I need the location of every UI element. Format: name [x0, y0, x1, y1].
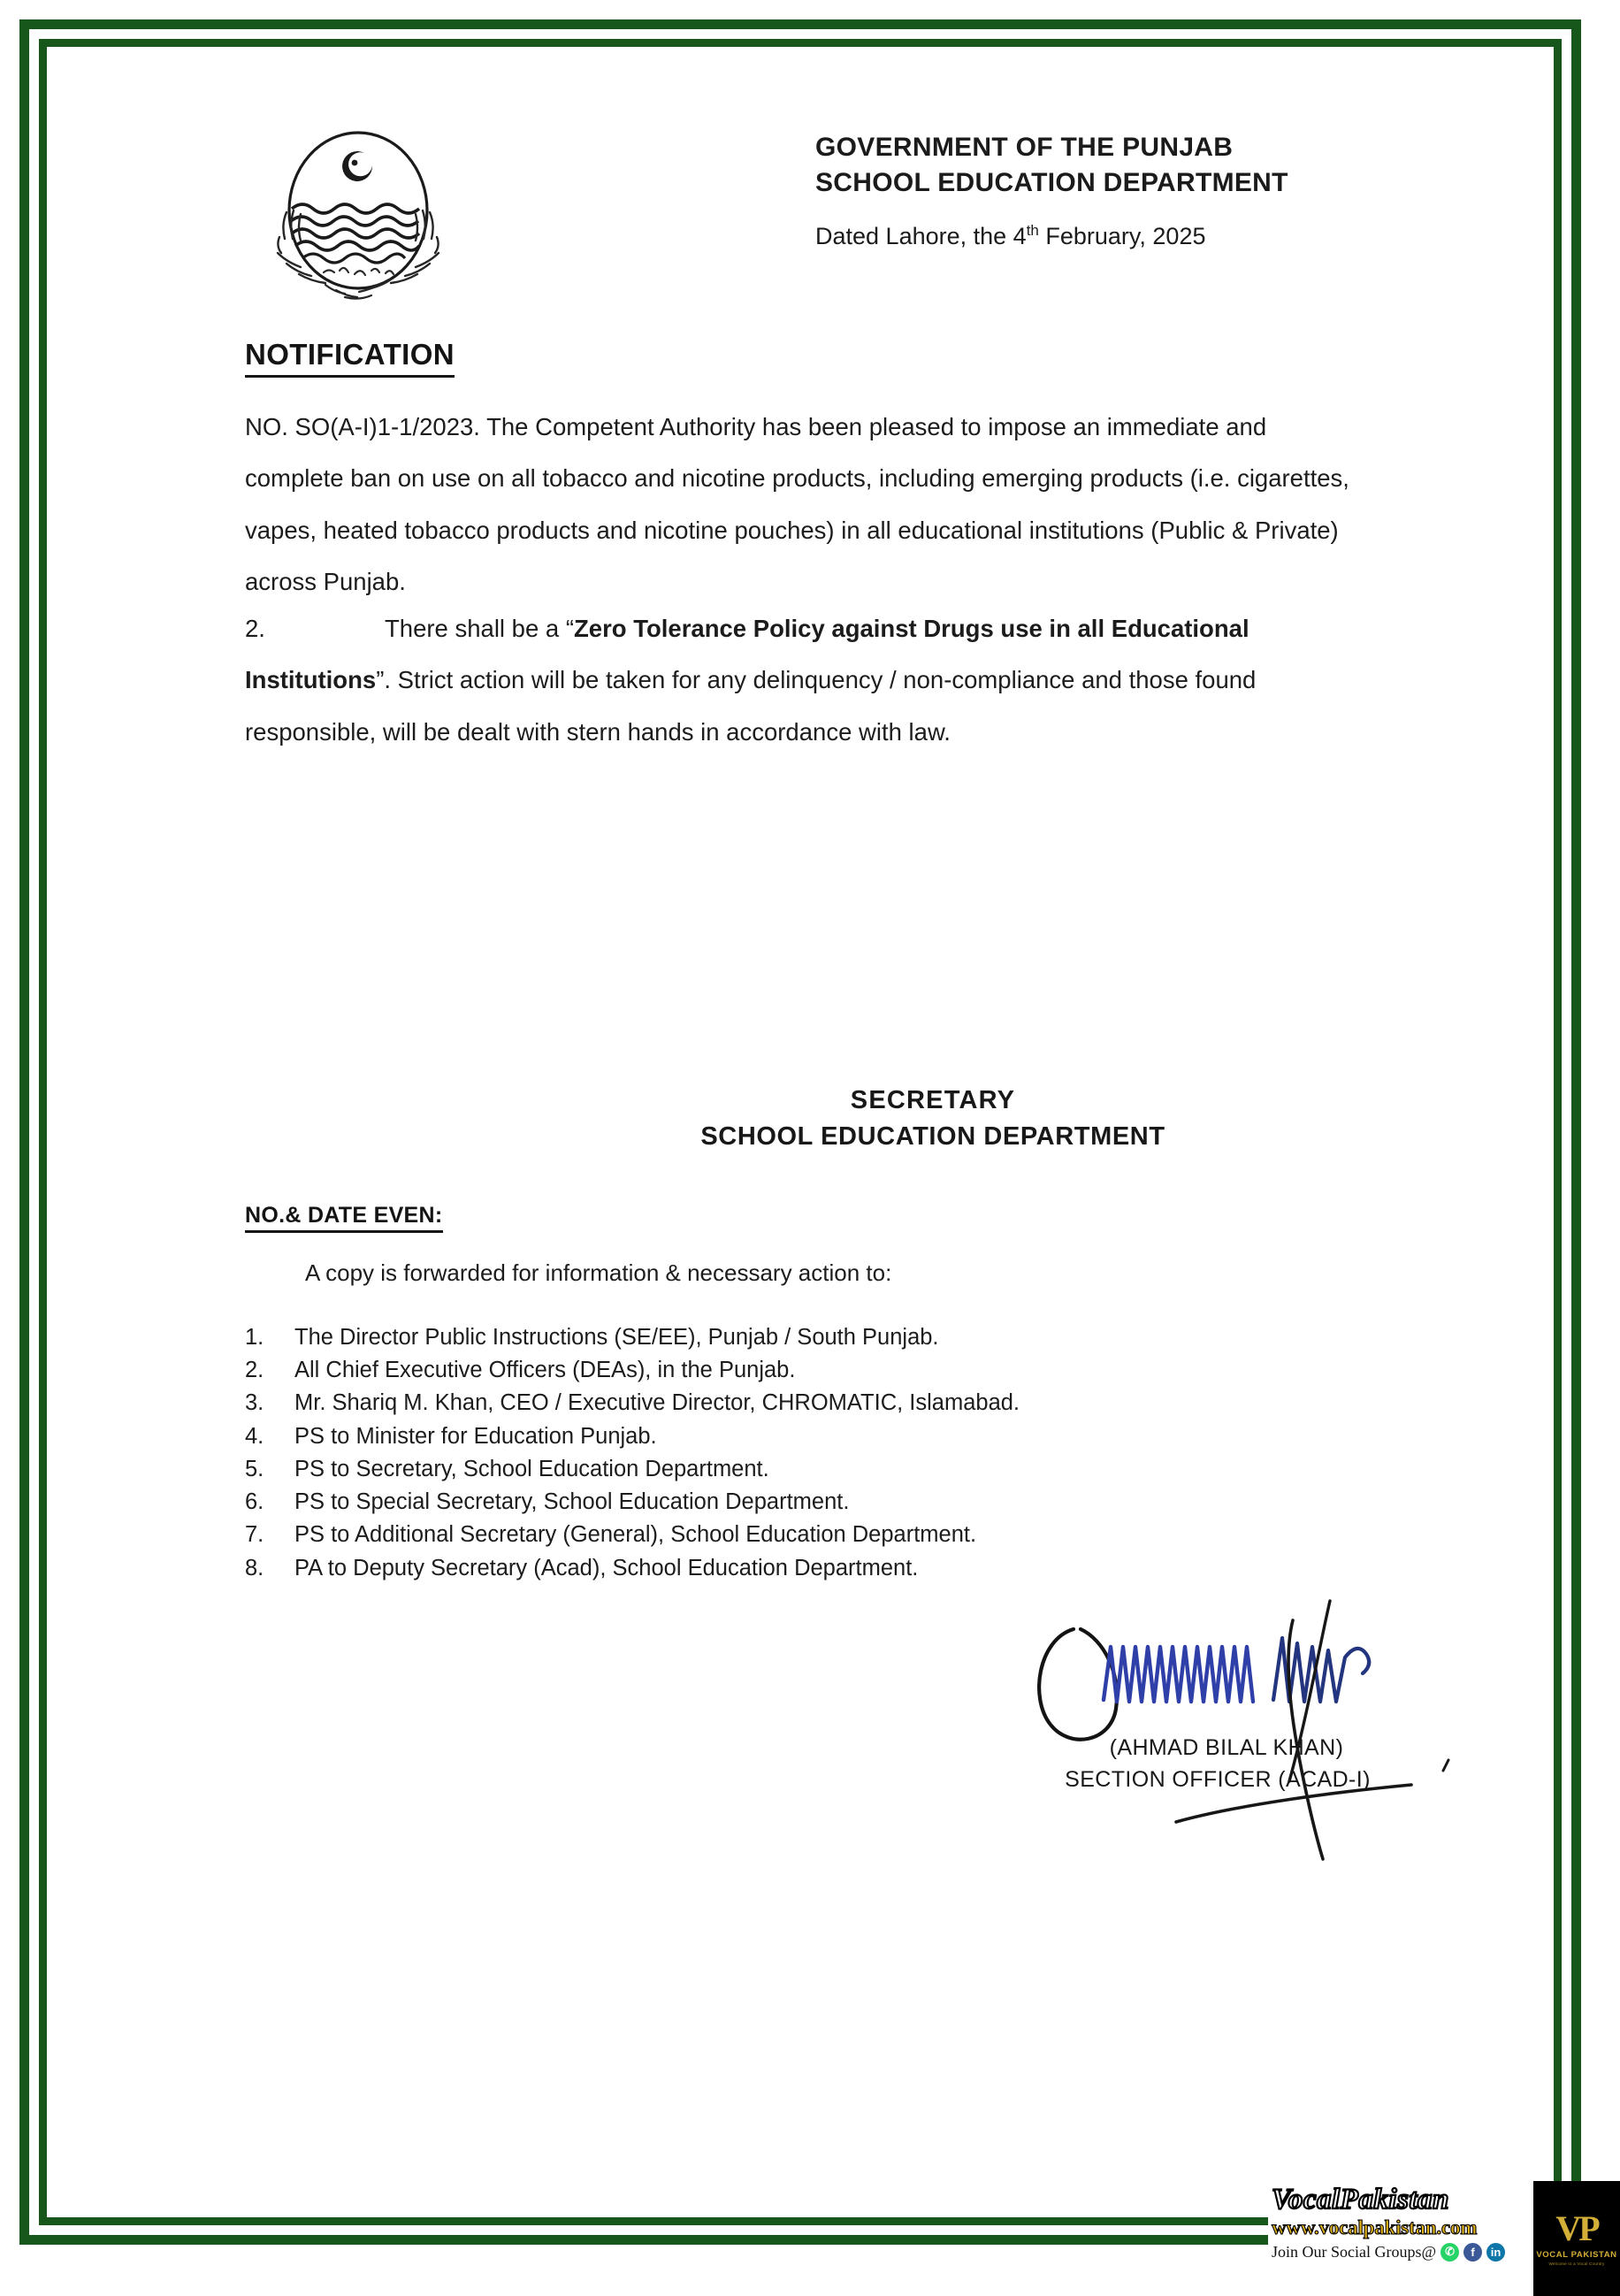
facebook-icon[interactable]: f — [1463, 2243, 1482, 2262]
clause-text-a: There shall be a “ — [385, 615, 574, 642]
signatory-name: (AHMAD BILAL KHAN) — [1109, 1735, 1344, 1760]
secretary-signature-block — [55, 1086, 1546, 1152]
list-item-number: 3. — [245, 1390, 264, 1416]
punjab-government-emblem-icon — [248, 124, 469, 314]
page-title: NOTIFICATION — [245, 338, 455, 378]
list-item — [245, 1420, 1395, 1453]
handwritten-signature-icon — [1019, 1594, 1479, 1868]
department-title: SCHOOL EDUCATION DEPARTMENT — [815, 167, 1288, 197]
endorsement-subtitle: A copy is forwarded for information & necessary action to: — [305, 1259, 892, 1286]
watermark-url[interactable]: www.vocalpakistan.com — [1272, 2216, 1478, 2239]
list-item-number: 4. — [245, 1423, 264, 1449]
whatsapp-icon[interactable]: ✆ — [1440, 2243, 1459, 2262]
header-text-block — [815, 130, 1505, 250]
document-date — [815, 223, 1505, 250]
list-item-text: The Director Public Instructions (SE/EE), Punjab / South Punjab. — [294, 1325, 939, 1350]
list-item — [245, 1486, 1395, 1519]
secretary-designation: SECRETARY — [850, 1086, 1016, 1114]
secretary-department: SCHOOL EDUCATION DEPARTMENT — [700, 1122, 1165, 1151]
signatory-designation: SECTION OFFICER (ACAD-I) — [1065, 1767, 1371, 1792]
watermark-logo-tagline: Welcome to a Vocal Country — [1548, 2262, 1605, 2266]
list-item — [245, 1453, 1395, 1486]
list-item-text: PS to Minister for Education Punjab. — [294, 1423, 657, 1449]
list-item — [245, 1519, 1395, 1551]
list-item-text: All Chief Executive Officers (DEAs), in the Punjab. — [294, 1358, 796, 1383]
watermark-badge — [1268, 2181, 1620, 2296]
list-item — [245, 1387, 1395, 1420]
list-item-number: 5. — [245, 1456, 264, 1481]
date-ordinal: th — [1026, 222, 1039, 240]
list-item-number: 8. — [245, 1555, 264, 1580]
list-item-text: PA to Deputy Secretary (Acad), School Education Department. — [294, 1555, 919, 1580]
document-sheet — [55, 55, 1617, 2266]
watermark-brand: VocalPakistan — [1272, 2184, 1449, 2216]
watermark-logo-panel — [1533, 2181, 1620, 2296]
paragraph-1: NO. SO(A-I)1-1/2023. The Competent Authority has been pleased to impose an immediate and complete ban on use on all tobacco and nicotine products, including emerging products (i.e. cigarettes, vapes, heated tobacco products and nicotine pouches) in all educational institutions (Public & Private) across Punjab. — [245, 413, 1349, 595]
clause-text-b: ”. Strict action will be taken for any delinquency / non-compliance and those found responsible, will be dealt with stern hands in accordance with law. — [245, 666, 1257, 746]
paragraph-2 — [245, 603, 1359, 758]
date-suffix: February, 2025 — [1038, 223, 1206, 250]
list-item-number: 1. — [245, 1325, 264, 1350]
distribution-list — [245, 1321, 1395, 1585]
list-item-text: PS to Secretary, School Education Department. — [294, 1456, 769, 1481]
watermark-logo-monogram: VP — [1555, 2208, 1598, 2248]
linkedin-icon[interactable]: in — [1486, 2243, 1505, 2262]
clause-text-bold: Zero Tolerance Policy against Drugs use in all Educational Institutions — [245, 615, 1249, 694]
list-item — [245, 1354, 1395, 1387]
government-title: GOVERNMENT OF THE PUNJAB — [815, 133, 1234, 162]
watermark-text-panel — [1268, 2181, 1533, 2296]
list-item — [245, 1552, 1395, 1585]
list-item-text: PS to Additional Secretary (General), School Education Department. — [294, 1522, 977, 1548]
list-item — [245, 1321, 1395, 1354]
list-item-number: 6. — [245, 1489, 264, 1515]
document-header — [55, 55, 1546, 285]
list-item-text: PS to Special Secretary, School Education Department. — [294, 1489, 850, 1515]
clause-number: 2. — [245, 615, 265, 642]
watermark-logo-name: VOCAL PAKISTAN — [1536, 2250, 1617, 2260]
list-item-text: Mr. Shariq M. Khan, CEO / Executive Director, CHROMATIC, Islamabad. — [294, 1390, 1020, 1416]
endorsement-title: NO.& DATE EVEN: — [245, 1203, 443, 1233]
watermark-social-row — [1272, 2243, 1533, 2262]
list-item-number: 2. — [245, 1358, 264, 1383]
date-prefix: Dated Lahore, the 4 — [815, 223, 1027, 250]
watermark-social-label: Join Our Social Groups@ — [1272, 2242, 1437, 2261]
list-item-number: 7. — [245, 1522, 264, 1548]
